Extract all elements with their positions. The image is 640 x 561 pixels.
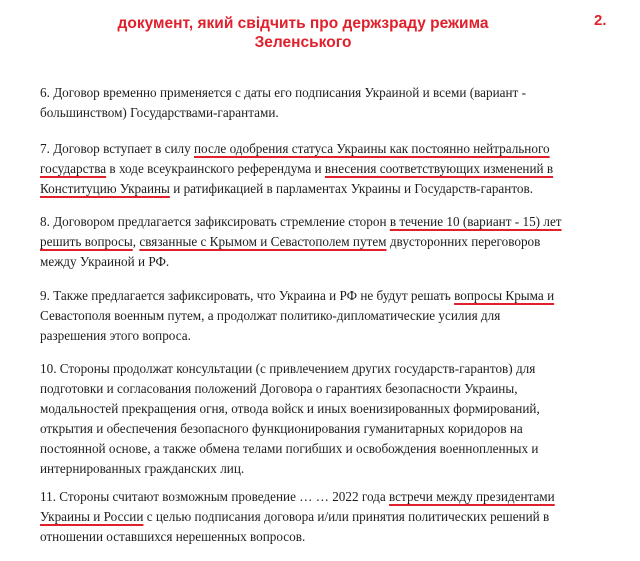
underlined-phrase: внесения соответствующих изменений в <box>324 161 554 176</box>
text-segment: модальностей прекращения огня, отвода войск и иных военизированных формирований, <box>40 401 540 416</box>
text-line <box>40 103 620 123</box>
text-segment: подготовки и согласования положений Договора о гарантиях безопасности Украины, <box>40 381 518 396</box>
text-line <box>40 139 620 159</box>
text-segment: и ратификацией в парламентах Украины и Государств-гарантов. <box>169 181 534 196</box>
text-line <box>40 306 620 326</box>
paragraph-11 <box>40 487 620 547</box>
paragraph-10 <box>40 359 620 479</box>
paragraph-9 <box>40 286 620 346</box>
page-number: 2. <box>594 12 607 29</box>
text-line <box>40 159 620 179</box>
text-line <box>40 487 620 507</box>
underlined-phrase: встречи между президентами <box>389 489 555 504</box>
text-segment: между Украиной и РФ. <box>40 254 170 269</box>
title-line-2: Зеленського <box>254 34 352 51</box>
text-segment: 11. Стороны считают возможным проведение … … 2022 года <box>40 489 390 504</box>
document-title <box>78 14 528 52</box>
underlined-phrase: вопросы Крыма и <box>454 288 555 303</box>
text-segment: постоянной основе, а также обмена телами погибших и освобождения военнопленных и <box>40 441 539 456</box>
paragraph-6 <box>40 83 620 123</box>
text-segment: Севастополя военным путем, а продолжат политико-дипломатические усилия для <box>40 308 501 323</box>
text-segment: 10. Стороны продолжат консультации (с привлечением других государств-гарантов) для <box>40 361 536 376</box>
text-line <box>40 286 620 306</box>
text-line <box>40 212 620 232</box>
text-line <box>40 359 620 379</box>
text-segment: разрешения этого вопроса. <box>40 328 191 343</box>
text-line <box>40 83 620 103</box>
text-segment: открытия и обеспечения безопасного функционирования гуманитарных коридоров на <box>40 421 523 436</box>
text-segment: 7. Договор вступает в силу <box>40 141 194 156</box>
text-line <box>40 527 620 547</box>
underlined-phrase: государства <box>40 161 107 176</box>
text-segment: 6. Договор временно применяется с даты его подписания Украиной и всеми (вариант - <box>40 85 527 100</box>
text-line <box>40 459 620 479</box>
text-line <box>40 252 620 272</box>
text-line <box>40 439 620 459</box>
underlined-phrase: в течение 10 (вариант - 15) лет <box>389 214 562 229</box>
text-line <box>40 232 620 252</box>
text-line <box>40 326 620 346</box>
underlined-phrase: решить вопросы <box>40 234 133 249</box>
title-line-1: документ, який свідчить про держзраду режима <box>117 15 489 32</box>
text-segment: двусторонних переговоров <box>386 234 541 249</box>
text-line <box>40 419 620 439</box>
underlined-phrase: Конституцию Украины <box>40 181 170 196</box>
underlined-phrase: Украины и России <box>40 509 144 524</box>
underlined-phrase: связанные с Крымом и Севастополем путем <box>139 234 387 249</box>
text-segment: отношении оставшихся нерешенных вопросов. <box>40 529 306 544</box>
text-segment: большинством) Государствами-гарантами. <box>40 105 279 120</box>
text-segment: интернированных гражданских лиц. <box>40 461 245 476</box>
text-line <box>40 179 620 199</box>
text-line <box>40 379 620 399</box>
text-segment: 8. Договором предлагается зафиксировать стремление сторон <box>40 214 390 229</box>
text-line <box>40 507 620 527</box>
text-segment: 9. Также предлагается зафиксировать, что Украина и РФ не будут решать <box>40 288 455 303</box>
paragraph-8 <box>40 212 620 272</box>
text-segment: в ходе всеукраинского референдума и <box>106 161 325 176</box>
underlined-phrase: после одобрения статуса Украины как постоянно нейтрального <box>194 141 550 156</box>
paragraph-7 <box>40 139 620 199</box>
text-segment: с целью подписания договора и/или принятия политических решений в <box>143 509 550 524</box>
text-segment: , <box>132 234 140 249</box>
text-line <box>40 399 620 419</box>
